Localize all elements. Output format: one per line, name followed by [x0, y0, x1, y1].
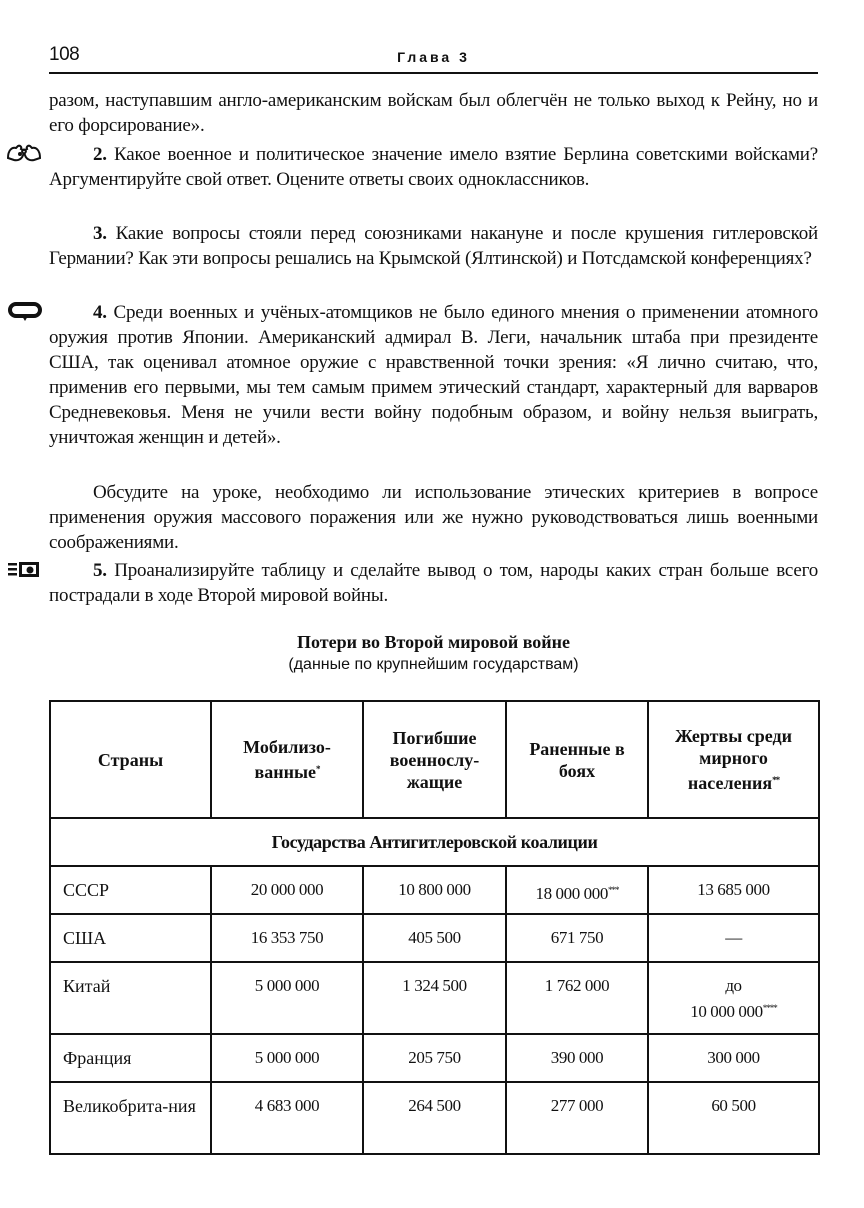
cell-country: США — [50, 914, 211, 962]
cell-mobilized: 20 000 000 — [211, 866, 363, 914]
section-row — [50, 818, 819, 866]
discussion-hands-icon — [4, 142, 44, 166]
table-row — [50, 866, 819, 914]
cell-civilian: до 10 000 000**** — [648, 962, 819, 1034]
cell-killed: 10 800 000 — [363, 866, 506, 914]
paragraph-text: разом, наступавшим англо-американским войскам был облегчён не только выход к Рейну, но и его форсирование». — [49, 90, 818, 136]
cell-civilian: — — [648, 914, 819, 962]
discussion-text: Обсудите на уроке, необходимо ли использование этических критериев в вопросе применения оружия массового поражения или же нужно руководствоваться лишь военными соображениями. — [49, 482, 818, 553]
question-2 — [49, 142, 818, 192]
question-text: Какие вопросы стояли перед союзниками накануне и после крушения гитлеровской Германии? Как эти вопросы решались на Крымской (Ялтинской) и Потсдамской конференциях? — [49, 223, 818, 269]
question-number: 3. — [93, 223, 107, 244]
cell-wounded: 18 000 000*** — [506, 866, 648, 914]
cell-wounded: 390 000 — [506, 1034, 648, 1082]
discussion-prompt — [49, 480, 818, 555]
cell-mobilized: 5 000 000 — [211, 1034, 363, 1082]
cell-mobilized: 16 353 750 — [211, 914, 363, 962]
cell-mobilized: 5 000 000 — [211, 962, 363, 1034]
table-title: Потери во Второй мировой войне — [296, 632, 571, 652]
cell-civilian: 13 685 000 — [648, 866, 819, 914]
cell-wounded: 1 762 000 — [506, 962, 648, 1034]
cell-civilian: 60 500 — [648, 1082, 819, 1154]
question-number: 5. — [93, 560, 107, 581]
column-header-mobilized: Мобилизо-ванные* — [211, 701, 363, 818]
column-header-killed: Погибшие военнослу-жащие — [363, 701, 506, 818]
paragraph-continuation — [49, 88, 818, 138]
question-4 — [49, 300, 818, 450]
page-number: 108 — [49, 44, 80, 65]
cell-country: СССР — [50, 866, 211, 914]
table-row — [50, 1082, 819, 1154]
cell-killed: 405 500 — [363, 914, 506, 962]
question-text: Какое военное и политическое значение имело взятие Берлина советскими войсками? Аргументируйте свой ответ. Оцените ответы своих одноклассников. — [49, 144, 818, 190]
column-header-countries: Страны — [50, 701, 211, 818]
cell-wounded: 277 000 — [506, 1082, 648, 1154]
question-3 — [49, 221, 818, 271]
cell-wounded: 671 750 — [506, 914, 648, 962]
cell-country: Китай — [50, 962, 211, 1034]
question-text: Среди военных и учёных-атомщиков не было единого мнения о применении атомного оружия против Японии. Американский адмирал В. Леги, начальник штаба при президенте США, так оценивал атомное оружие с нравственной точки зрения: «Я лично считаю, что, применив его первыми, мы тем самым примем этический стандарт, характерный для варваров Средневековья. Меня не учили вести войну подобным образом, и войну нельзя выиграть, уничтожая женщин и детей». — [49, 302, 818, 448]
cell-mobilized: 4 683 000 — [211, 1082, 363, 1154]
question-text: Проанализируйте таблицу и сделайте вывод о том, народы каких стран больше всего пострадали в ходе Второй мировой войны. — [49, 560, 818, 606]
table-subtitle: (данные по крупнейшим государствам) — [288, 656, 579, 673]
cell-country: Франция — [50, 1034, 211, 1082]
table-analysis-icon — [4, 558, 44, 582]
cell-killed: 1 324 500 — [363, 962, 506, 1034]
section-label: Государства Антигитлеровской коалиции — [50, 818, 819, 866]
table-row — [50, 914, 819, 962]
cell-civilian: 300 000 — [648, 1034, 819, 1082]
page-header — [49, 44, 818, 74]
question-number: 4. — [93, 302, 107, 323]
cell-killed: 205 750 — [363, 1034, 506, 1082]
question-5 — [49, 558, 818, 608]
table-row — [50, 962, 819, 1034]
question-number: 2. — [93, 144, 107, 165]
speech-bubble-icon — [4, 300, 44, 324]
chapter-title: Глава 3 — [397, 49, 470, 65]
losses-table — [49, 700, 820, 1155]
table-row — [50, 1034, 819, 1082]
column-header-civilian: Жертвы среди мирного населения** — [648, 701, 819, 818]
cell-country: Великобрита-ния — [50, 1082, 211, 1154]
column-header-wounded: Раненные в боях — [506, 701, 648, 818]
table-header-row — [50, 701, 819, 818]
cell-killed: 264 500 — [363, 1082, 506, 1154]
